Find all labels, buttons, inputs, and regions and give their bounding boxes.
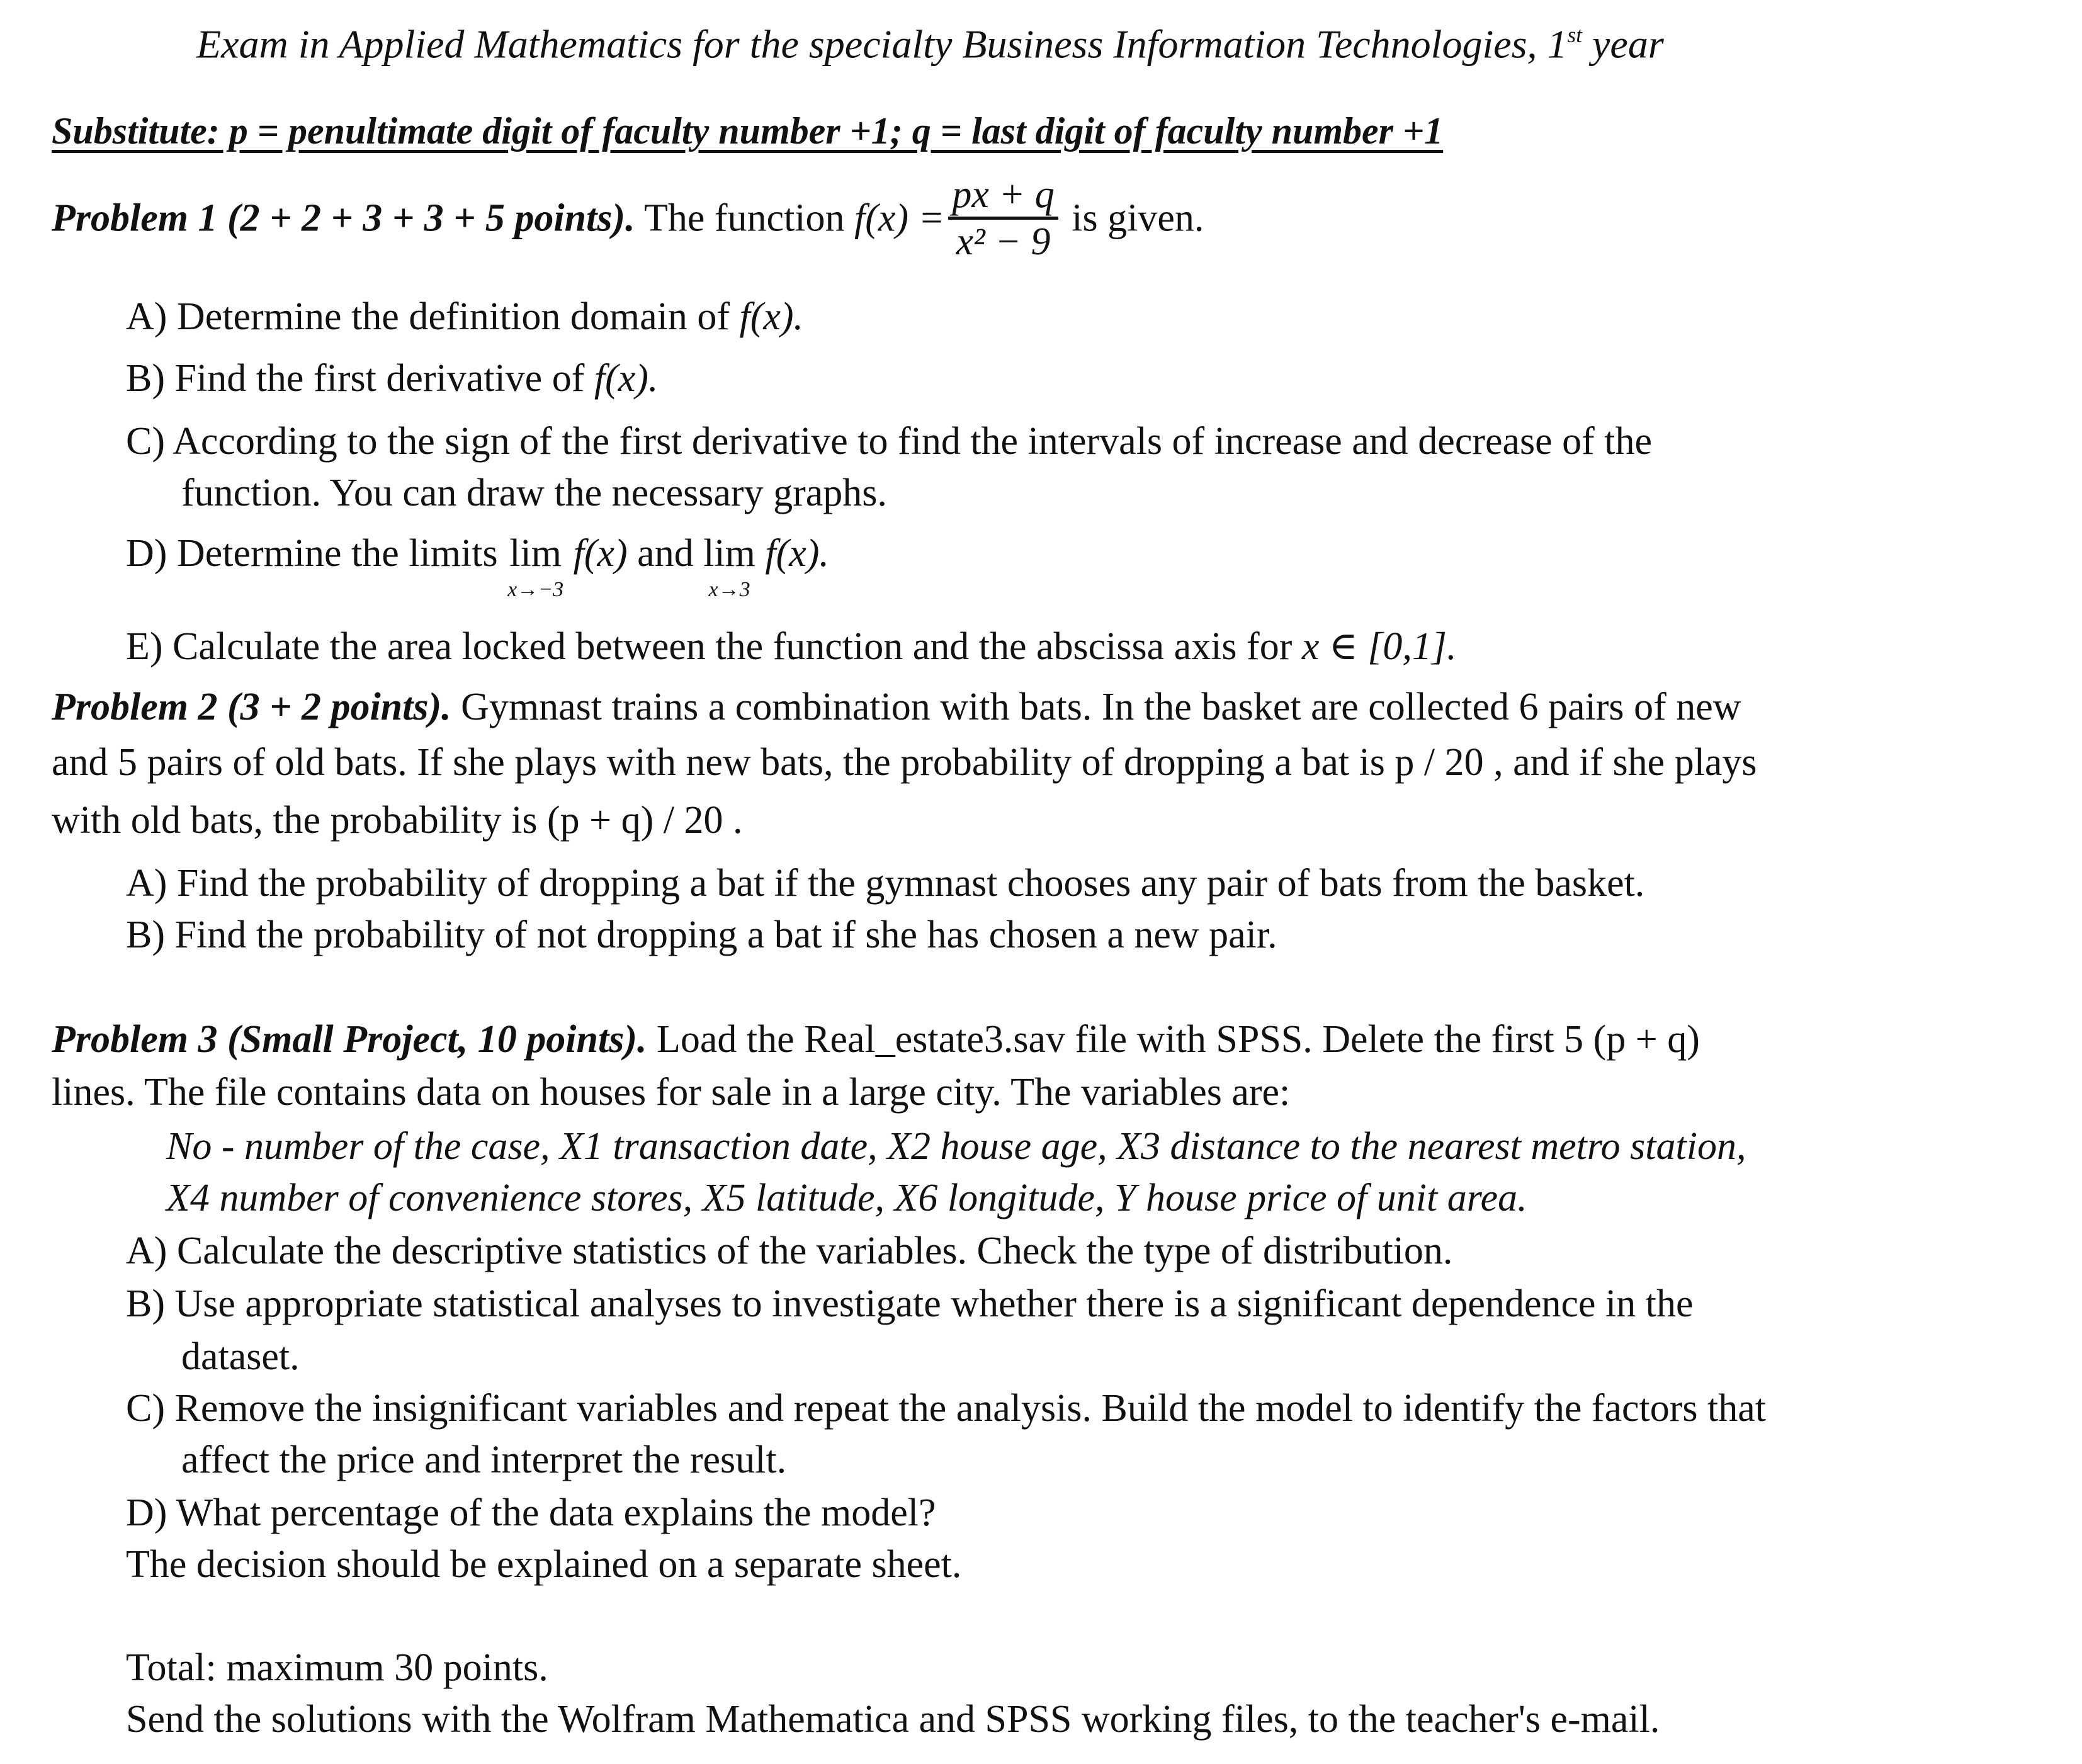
problem1-intro: The function [635, 196, 855, 240]
problem2-line1 [52, 687, 1741, 727]
submission-instructions: Send the solutions with the Wolfram Mathematica and SPSS working files, to the teacher's e-mail. [126, 1698, 1660, 1741]
problem1-given: is given. [1061, 196, 1204, 240]
item-d-and: and [637, 532, 704, 575]
function-name: f(x) = [854, 196, 945, 240]
problem2-line3: with old bats, the probability is (p + q) / 20 . [52, 799, 743, 842]
item-e-text: E) Calculate the area locked between the function and the abscissa axis for [126, 625, 1302, 668]
problem2-item-a: A) Find the probability of dropping a bat if the gymnast chooses any pair of bats from the basket. [126, 862, 1645, 905]
item-b-math: f(x). [594, 357, 659, 400]
title-superscript: st [1567, 23, 1583, 47]
title-text: Exam in Applied Mathematics for the specialty Business Information Technologies, 1 [196, 21, 1568, 67]
limit-1-function: f(x) [563, 532, 638, 575]
problem3-variables-line2: X4 number of convenience stores, X5 latitude, X6 longitude, Y house price of unit area. [166, 1177, 1527, 1219]
problem1-item-a [126, 297, 803, 336]
lim-label-2: lim [703, 532, 755, 575]
total-points: Total: maximum 30 points. [126, 1646, 548, 1689]
problem3-variables-line1: No - number of the case, X1 transaction date, X2 house age, X3 distance to the nearest metro station, [166, 1125, 1746, 1168]
item-d-text: D) Determine the limits [126, 532, 508, 575]
exam-title [196, 21, 1664, 67]
substitute-instruction: Substitute: p = penultimate digit of faculty number +1; q = last digit of faculty number +1 [52, 110, 1444, 152]
lim-label-1: lim [509, 532, 562, 575]
problem2-item-b: B) Find the probability of not dropping a bat if she has chosen a new pair. [126, 913, 1277, 956]
problem3-line1 [52, 1020, 1700, 1059]
problem1-statement [52, 175, 1204, 261]
lim-subscript-2: x→3 [708, 578, 750, 601]
limit-2 [703, 534, 755, 601]
problem1-item-d [126, 534, 829, 601]
problem1-item-e [126, 627, 1457, 666]
title-tail: year [1582, 21, 1664, 67]
fraction-numerator: px + q [948, 175, 1058, 220]
problem2-line2: and 5 pairs of old bats. If she plays with new bats, the probability of dropping a bat is p / 20 , and if she plays [52, 741, 1757, 784]
problem3-note: The decision should be explained on a separate sheet. [126, 1543, 962, 1586]
item-a-math: f(x). [739, 295, 804, 338]
problem3-heading: Problem 3 (Small Project, 10 points). [52, 1018, 647, 1061]
problem2-heading: Problem 2 (3 + 2 points). [52, 686, 451, 728]
problem3-item-d: D) What percentage of the data explains the model? [126, 1491, 936, 1534]
problem3-item-c-line1: C) Remove the insignificant variables and repeat the analysis. Build the model to identify the factors that [126, 1387, 1766, 1430]
problem1-heading: Problem 1 (2 + 2 + 3 + 3 + 5 points). [52, 196, 635, 240]
problem1-item-b [126, 359, 658, 398]
item-e-math: x ∈ [0,1]. [1301, 625, 1457, 668]
problem3-item-c-line2: affect the price and interpret the result. [181, 1439, 787, 1481]
function-fraction [948, 175, 1058, 261]
limit-1 [507, 534, 563, 601]
problem3-item-a: A) Calculate the descriptive statistics of the variables. Check the type of distribution. [126, 1230, 1453, 1272]
problem2-line1-text: Gymnast trains a combination with bats. In the basket are collected 6 pairs of new [451, 686, 1741, 728]
fraction-denominator: x² − 9 [956, 220, 1051, 263]
problem3-item-b-line1: B) Use appropriate statistical analyses to investigate whether there is a significant dependence in the [126, 1282, 1694, 1325]
problem3-line1-text: Load the Real_estate3.sav file with SPSS. Delete the first 5 (p + q) [647, 1018, 1700, 1061]
item-b-text: B) Find the first derivative of [126, 357, 594, 400]
problem1-item-c-line2: function. You can draw the necessary graphs. [181, 472, 887, 514]
limit-2-function: f(x). [755, 532, 829, 575]
problem1-item-c-line1: C) According to the sign of the first derivative to find the intervals of increase and decrease of the [126, 420, 1653, 463]
item-a-text: A) Determine the definition domain of [126, 295, 740, 338]
problem3-item-b-line2: dataset. [181, 1335, 300, 1378]
lim-subscript-1: x→−3 [507, 578, 564, 601]
problem3-line2: lines. The file contains data on houses for sale in a large city. The variables are: [52, 1071, 1291, 1114]
